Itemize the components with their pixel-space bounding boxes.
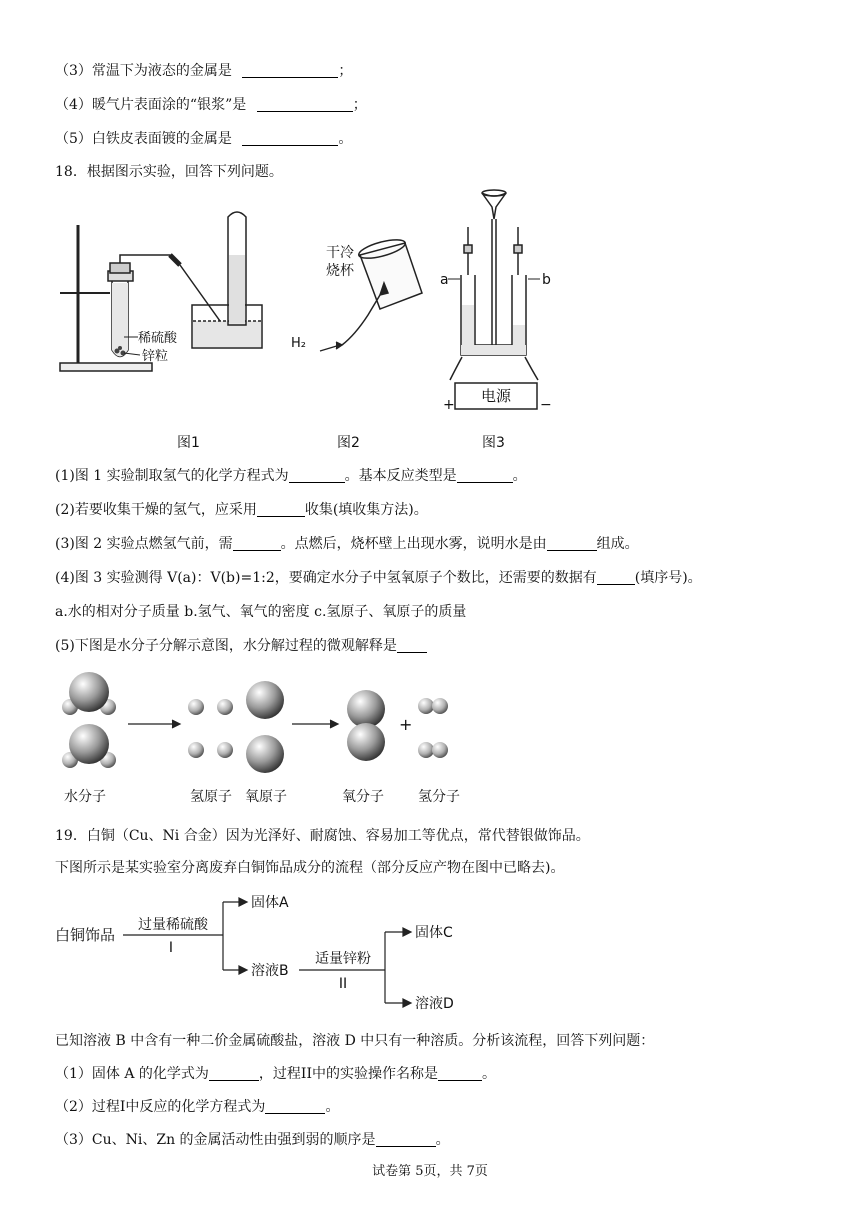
q17-line-3-end: ； <box>338 63 353 79</box>
q17-line-4-end: ； <box>352 97 367 113</box>
flow-reagent-2: 适量锌粉 <box>315 951 371 967</box>
water-molecule-group <box>62 672 116 768</box>
q18-options: a.水的相对分子质量 b.氢气、氧气的密度 c.氢原子、氧原子的质量 <box>55 604 467 620</box>
figure-3-apparatus <box>440 190 552 413</box>
beaker-label-line-1: 干冷 <box>326 245 354 261</box>
q17-line-4-text: （4）暖气片表面涂的“银浆”是 <box>55 97 247 113</box>
figure-2-caption: 图2 <box>337 435 360 451</box>
answer-blank[interactable] <box>209 1066 259 1081</box>
electrode-b-label: b <box>542 272 551 288</box>
q18-part-2-text-a: (2)若要收集干燥的氢气，应采用 <box>55 502 257 518</box>
flow-solution-d: 溶液D <box>415 996 454 1012</box>
negative-terminal: − <box>540 397 552 413</box>
q18-part-4-text-a: (4)图 3 实验测得 V(a)：V(b)=1:2，要确定水分子中氢氧原子个数比，还需要的数据有 <box>55 570 597 586</box>
q19-flowchart <box>55 888 495 1018</box>
q19-part-2-text-a: （2）过程I中反应的化学方程式为 <box>55 1099 266 1115</box>
positive-terminal: + <box>443 397 455 413</box>
figure-1-apparatus <box>60 212 262 371</box>
answer-blank[interactable] <box>438 1066 482 1081</box>
hydrogen-atom-label: 氢原子 <box>190 789 232 805</box>
figure-1-caption: 图1 <box>177 435 200 451</box>
q19-intro: 下图所示是某实验室分离废弃白铜饰品成分的流程（部分反应产物在图中已略去)。 <box>55 860 565 876</box>
q19-part-2-text-b: 。 <box>325 1099 340 1115</box>
answer-blank[interactable] <box>457 468 513 483</box>
q18-part-3-text-a: (3)图 2 实验点燃氢气前，需 <box>55 536 233 552</box>
flow-start: 白铜饰品 <box>55 926 116 944</box>
answer-blank[interactable] <box>289 468 345 483</box>
arrow-1 <box>128 720 180 728</box>
q19-part-3-text-a: （3）Cu、Ni、Zn 的金属活动性由强到弱的顺序是 <box>55 1132 376 1148</box>
hydrogen-molecule-label: 氢分子 <box>418 789 460 805</box>
q17-line-5 <box>55 130 352 148</box>
q17-line-5-text: （5）白铁皮表面镀的金属是 <box>55 131 232 147</box>
q18-apparatus-figures <box>50 185 570 460</box>
q17-line-5-end: 。 <box>338 131 353 147</box>
figure-3-caption: 图3 <box>482 435 505 451</box>
electrode-a-label: a <box>440 272 449 288</box>
q19-part-2 <box>55 1098 339 1116</box>
flow-reagent-1: 过量稀硫酸 <box>138 917 208 933</box>
answer-blank[interactable] <box>257 502 305 517</box>
answer-blank[interactable] <box>397 638 427 653</box>
h2-label: H₂ <box>291 336 306 351</box>
q17-line-3 <box>55 62 352 80</box>
q18-stem: 18．根据图示实验，回答下列问题。 <box>55 164 283 180</box>
answer-blank[interactable] <box>233 536 281 551</box>
flow-solid-a: 固体A <box>251 895 289 911</box>
flow-solid-c: 固体C <box>415 925 453 941</box>
answer-blank[interactable] <box>242 63 338 78</box>
q17-line-3-text: （3）常温下为液态的金属是 <box>55 63 232 79</box>
atoms-group <box>188 681 284 773</box>
answer-blank[interactable] <box>242 131 338 146</box>
q18-part-5-text-a: (5)下图是水分子分解示意图，水分解过程的微观解释是 <box>55 638 397 654</box>
page-footer: 试卷第 5页，共 7页 <box>372 1164 488 1179</box>
q18-part-5 <box>55 637 427 655</box>
figure-2-apparatus <box>291 236 422 351</box>
answer-blank[interactable] <box>265 1099 325 1114</box>
flow-step-1: I <box>168 940 174 956</box>
q18-part-1-text-b: 。基本反应类型是 <box>344 468 457 484</box>
power-supply-label: 电源 <box>480 387 512 405</box>
arrow-2 <box>292 720 338 728</box>
oxygen-atom-label: 氧原子 <box>245 789 287 805</box>
q19-known: 已知溶液 B 中含有一种二价金属硫酸盐，溶液 D 中只有一种溶质。分析该流程，回答下列问题： <box>55 1033 655 1049</box>
q18-part-4-text-b: (填序号)。 <box>634 570 702 586</box>
q19-part-1-text-b: ，过程II中的实验操作名称是 <box>258 1066 438 1082</box>
water-molecule-label: 水分子 <box>64 789 106 805</box>
q18-part-3-text-b: 。点燃后，烧杯壁上出现水雾，说明水是由 <box>280 536 547 552</box>
q18-part-4 <box>55 569 702 587</box>
q19-part-3-text-b: 。 <box>435 1132 450 1148</box>
figure-1-acid-label: 稀硫酸 <box>138 331 178 346</box>
answer-blank[interactable] <box>547 536 597 551</box>
answer-blank[interactable] <box>597 570 635 585</box>
q18-part-2-text-b: 收集(填收集方法)。 <box>304 502 428 518</box>
water-decomposition-diagram <box>50 662 490 810</box>
q18-part-1-text-a: (1)图 1 实验制取氢气的化学方程式为 <box>55 468 289 484</box>
answer-blank[interactable] <box>257 97 353 112</box>
q19-part-1-text-c: 。 <box>481 1066 496 1082</box>
beaker-label-line-2: 烧杯 <box>326 263 354 279</box>
q18-part-2 <box>55 501 428 519</box>
q18-part-1 <box>55 467 527 485</box>
oxygen-molecule-label: 氧分子 <box>342 789 384 805</box>
q18-part-3 <box>55 535 639 553</box>
plus-sign: + <box>399 715 413 734</box>
figure-1-zinc-label: 锌粒 <box>142 349 169 364</box>
flow-step-2: II <box>338 976 348 992</box>
q18-part-1-text-c: 。 <box>512 468 527 484</box>
q19-part-1-text-a: （1）固体 A 的化学式为 <box>55 1066 209 1082</box>
q18-part-3-text-c: 组成。 <box>596 536 639 552</box>
flow-solution-b: 溶液B <box>251 963 289 979</box>
q19-part-3 <box>55 1131 450 1149</box>
answer-blank[interactable] <box>376 1132 436 1147</box>
oxygen-molecule <box>347 690 385 761</box>
q19-part-1 <box>55 1065 496 1083</box>
q17-line-4 <box>55 96 367 114</box>
hydrogen-molecules <box>418 698 448 758</box>
q19-stem: 19．白铜（Cu、Ni 合金）因为光泽好、耐腐蚀、容易加工等优点，常代替银做饰品。 <box>55 828 590 844</box>
